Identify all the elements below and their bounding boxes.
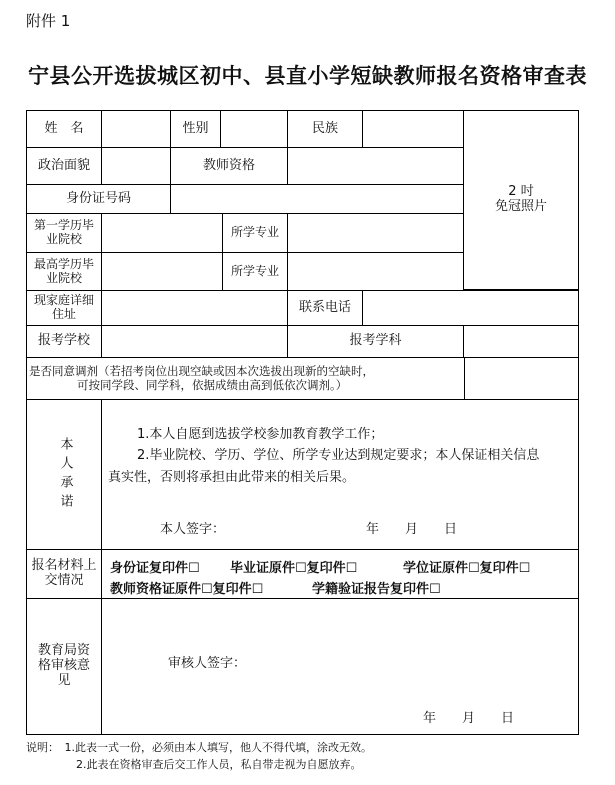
id-number-field[interactable] bbox=[170, 184, 464, 214]
highest-education-field[interactable] bbox=[101, 252, 223, 291]
material-graduation-cert[interactable]: 毕业证原件☐复印件☐ bbox=[230, 561, 358, 576]
id-number-label: 身份证号码 bbox=[26, 184, 171, 214]
pledge-date: 年 月 日 bbox=[366, 522, 458, 537]
first-education-label: 第一学历毕业院校 bbox=[26, 213, 102, 253]
political-status-label: 政治面貌 bbox=[26, 147, 102, 185]
transfer-text-line2: 可按同学段、同学科，依据成绩由高到低依次调剂。） bbox=[77, 377, 348, 392]
material-teacher-cert[interactable]: 教师资格证原件☐复印件☐ bbox=[110, 582, 264, 597]
material-degree-cert[interactable]: 学位证原件☐复印件☐ bbox=[403, 561, 531, 576]
material-id-copy[interactable]: 身份证复印件☐ bbox=[110, 561, 200, 576]
review-label: 教育局资格审核意见 bbox=[26, 598, 102, 735]
pledge-content bbox=[102, 290, 555, 537]
pledge-item-1: 1.本人自愿到选拔学校参加教育教学工作； bbox=[137, 427, 384, 442]
highest-education-label: 最高学历毕业院校 bbox=[26, 252, 102, 291]
home-address-label: 现家庭详细住址 bbox=[26, 290, 102, 326]
teacher-qualification-label: 教师资格 bbox=[170, 147, 288, 185]
political-status-field[interactable] bbox=[101, 147, 171, 185]
first-major-field[interactable] bbox=[287, 213, 464, 253]
pledge-signature-label: 本人签字： bbox=[160, 522, 226, 537]
notes bbox=[26, 739, 372, 773]
review-date: 年 月 日 bbox=[423, 711, 515, 726]
first-major-label: 所学专业 bbox=[222, 213, 288, 253]
note-line-2: 2.此表在资格审查后交工作人员，私自带走视为自愿放弃。 bbox=[76, 758, 362, 772]
gender-label: 性别 bbox=[170, 110, 221, 148]
transfer-text-line1: 是否同意调剂（若招考岗位出现空缺或因本次选拔出现新的空缺时， bbox=[29, 364, 374, 379]
apply-subject-label: 报考学科 bbox=[287, 325, 464, 358]
ethnicity-label: 民族 bbox=[287, 110, 363, 148]
first-education-field[interactable] bbox=[101, 213, 223, 253]
phone-label: 联系电话 bbox=[287, 290, 363, 326]
material-status-report[interactable]: 学籍验证报告复印件☐ bbox=[312, 582, 441, 597]
form-title: 宁县公开选拔城区初中、县直小学短缺教师报名资格审查表 bbox=[28, 63, 587, 88]
pledge-item-2: 2.毕业院校、学历、学位、所学专业达到规定要求；本人保证相关信息真实性，否则将承担由此带来的相关后果。 bbox=[108, 448, 540, 485]
name-label: 姓 名 bbox=[26, 110, 102, 148]
teacher-qualification-field[interactable] bbox=[287, 147, 464, 185]
photo-size-label: 2 吋 bbox=[508, 184, 534, 200]
photo-box[interactable] bbox=[463, 110, 579, 290]
note-line-1: 说明： 1.此表一式一份，必须由本人填写，他人不得代填，涂改无效。 bbox=[26, 741, 372, 754]
materials-label: 报名材料上交情况 bbox=[26, 549, 102, 599]
ethnicity-field[interactable] bbox=[362, 110, 464, 148]
photo-caption: 免冠照片 bbox=[494, 199, 547, 214]
apply-school-label: 报考学校 bbox=[26, 325, 102, 358]
highest-major-field[interactable] bbox=[287, 252, 464, 291]
gender-field[interactable] bbox=[220, 110, 288, 148]
reviewer-signature-label: 审核人签字： bbox=[168, 656, 247, 671]
highest-major-label: 所学专业 bbox=[222, 252, 288, 291]
pledge-label: 本人承诺 bbox=[26, 399, 102, 550]
name-field[interactable] bbox=[101, 110, 171, 148]
attachment-label: 附件 1 bbox=[26, 12, 71, 30]
